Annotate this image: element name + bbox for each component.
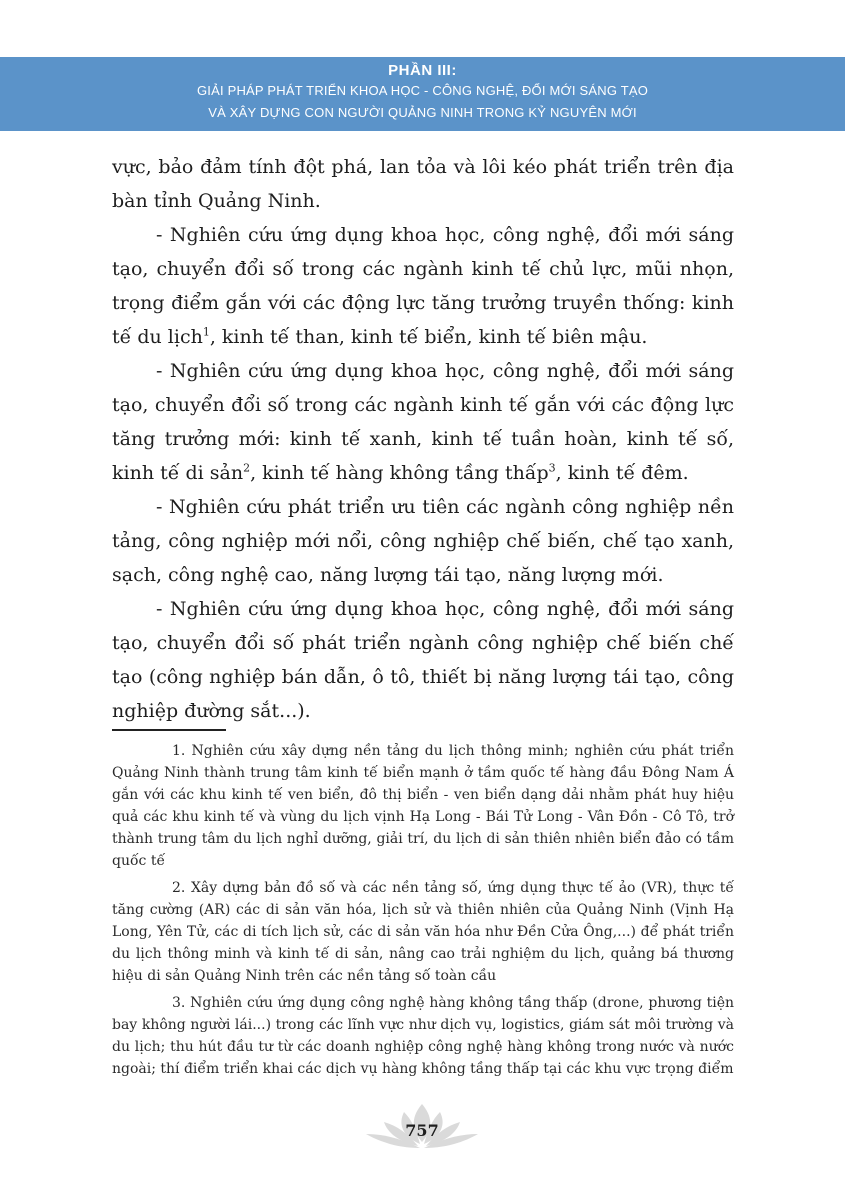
main-text xyxy=(112,150,734,728)
page-number: 757 xyxy=(405,1121,439,1140)
paragraph-2-text-end: , kinh tế đêm. xyxy=(555,462,689,484)
footnote-2: 2. Xây dựng bản đồ số và các nền tảng số, ứng dụng thực tế ảo (VR), thực tế tăng cường (AR) các di sản văn hóa, lịch sử và thiên nhiên của Quảng Ninh (Vịnh Hạ Long, Yên Tử, các di tích lịch sử, các di sản văn hóa như Đền Cửa Ông,...) để phát triển du lịch thông minh và kinh tế di sản, nâng cao trải nghiệm du lịch, quảng bá thương hiệu di sản Quảng Ninh trên các nền tảng số toàn cầu xyxy=(112,880,734,984)
part-label: PHẦN III: xyxy=(388,62,457,79)
chapter-title-line-2: VÀ XÂY DỰNG CON NGƯỜI QUẢNG NINH TRONG KỶ NGUYÊN MỚI xyxy=(208,105,637,120)
footnote-ref-2[interactable]: 2 xyxy=(243,461,251,475)
paragraph-4: - Nghiên cứu ứng dụng khoa học, công nghệ, đổi mới sáng tạo, chuyển đổi số phát triển ngành công nghiệp chế biến chế tạo (công nghiệp bán dẫn, ô tô, thiết bị năng lượng tái tạo, công nghiệp đường sắt...). xyxy=(112,598,734,722)
footnote-ref-1[interactable]: 1 xyxy=(202,325,210,339)
paragraph-continued: vực, bảo đảm tính đột phá, lan tỏa và lôi kéo phát triển trên địa bàn tỉnh Quảng Ninh. xyxy=(112,156,734,212)
footnote-3: 3. Nghiên cứu ứng dụng công nghệ hàng không tầng thấp (drone, phương tiện bay không người lái...) trong các lĩnh vực như dịch vụ, logistics, giám sát môi trường và du lịch; thu hút đầu tư từ các doanh nghiệp công nghệ hàng không trong nước và nước ngoài; thí điểm triển khai các dịch vụ hàng không tầng thấp tại các khu vực trọng điểm xyxy=(112,995,734,1077)
footnote-ref-3[interactable]: 3 xyxy=(548,461,556,475)
paragraph-1-text: - Nghiên cứu ứng dụng khoa học, công nghệ, đổi mới sáng tạo, chuyển đổi số trong các ngành kinh tế chủ lực, mũi nhọn, trọng điểm gắn với các động lực tăng trưởng truyền thống: kinh tế du lịch xyxy=(112,224,734,348)
paragraph-1-text-end: , kinh tế than, kinh tế biển, kinh tế biên mậu. xyxy=(209,326,648,348)
paragraph-2 xyxy=(112,354,734,490)
footnote-separator xyxy=(112,729,226,731)
paragraph-3: - Nghiên cứu phát triển ưu tiên các ngành công nghiệp nền tảng, công nghiệp mới nổi, công nghiệp chế biến, chế tạo xanh, sạch, công nghệ cao, năng lượng tái tạo, năng lượng mới. xyxy=(112,496,734,586)
paragraph-1 xyxy=(112,218,734,354)
footnote-1: 1. Nghiên cứu xây dựng nền tảng du lịch thông minh; nghiên cứu phát triển Quảng Ninh thành trung tâm kinh tế biển mạnh ở tầm quốc tế hàng đầu Đông Nam Á gắn với các khu kinh tế ven biển, đô thị biển - ven biển dạng dải nhằm phát huy hiệu quả các khu kinh tế và vùng du lịch vịnh Hạ Long - Bái Tử Long - Vân Đồn - Cô Tô, trở thành trung tâm du lịch nghỉ dưỡng, giải trí, du lịch di sản thiên nhiên biển đảo có tầm quốc tế xyxy=(112,743,734,869)
chapter-title-line-1: GIẢI PHÁP PHÁT TRIỂN KHOA HỌC - CÔNG NGHỆ, ĐỔI MỚI SÁNG TẠO xyxy=(196,83,649,98)
chapter-header xyxy=(0,57,845,131)
footnotes xyxy=(112,740,734,1085)
paragraph-2-text-mid: , kinh tế hàng không tầng thấp xyxy=(250,462,549,484)
paragraph-2-text: - Nghiên cứu ứng dụng khoa học, công nghệ, đổi mới sáng tạo, chuyển đổi số trong các ngành kinh tế gắn với các động lực tăng trưởng mới: kinh tế xanh, kinh tế tuần hoàn, kinh tế số, kinh tế di sản xyxy=(112,360,734,484)
